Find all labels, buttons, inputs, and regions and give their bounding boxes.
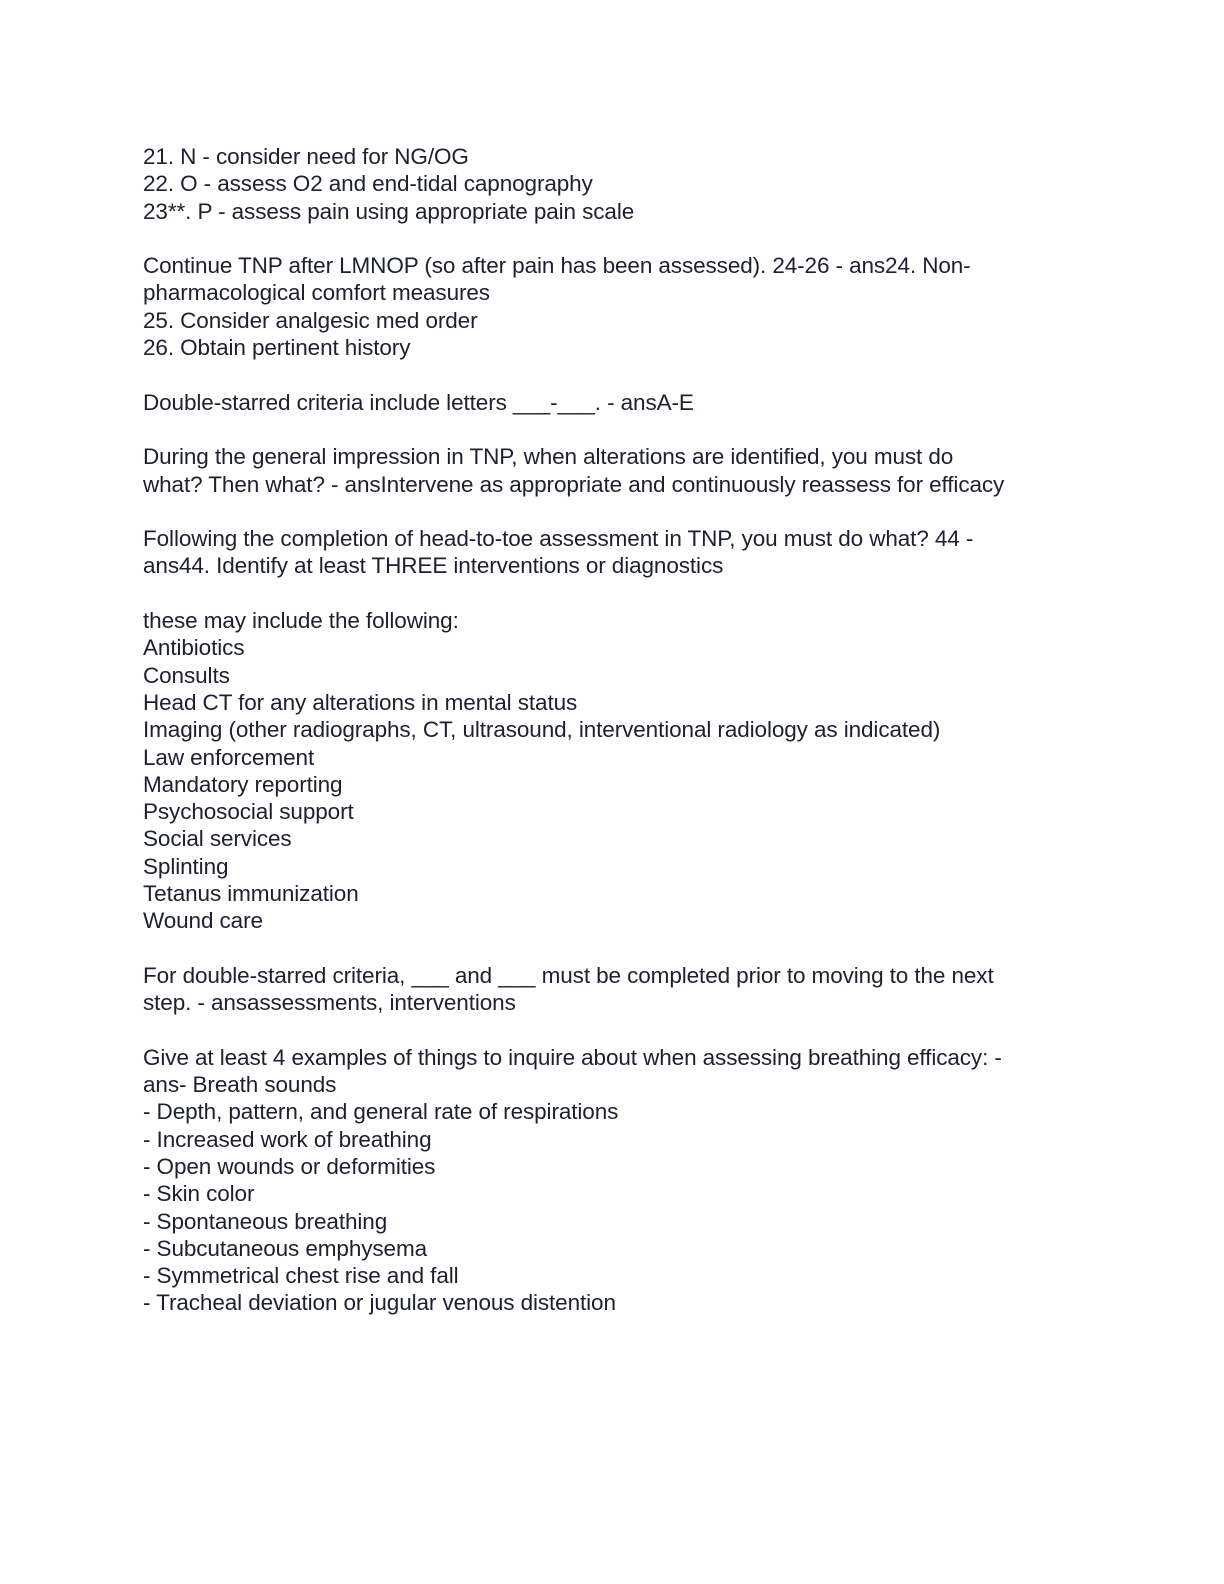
text-line: Tetanus immunization (143, 881, 359, 907)
text-line: 21. N - consider need for NG/OG (143, 144, 469, 169)
text-line: Splinting (143, 853, 229, 879)
text-line: - Subcutaneous emphysema (143, 1235, 428, 1261)
text-line: During the general impression in TNP, when alterations are identified, you must do (143, 444, 954, 470)
text-line: Mandatory reporting (143, 771, 343, 797)
text-line: 26. Obtain pertinent history (143, 335, 411, 361)
text-line: 22. O - assess O2 and end-tidal capnography (143, 171, 593, 197)
paragraph-interventions-list (143, 607, 1083, 935)
text-line: - Spontaneous breathing (143, 1208, 388, 1234)
text-line: Social services (143, 826, 292, 852)
text-line: - Depth, pattern, and general rate of respirations (143, 1099, 619, 1125)
text-line: Imaging (other radiographs, CT, ultrasound, interventional radiology as indicated) (143, 717, 941, 743)
text-line: Double-starred criteria include letters ___-___. - ansA-E (143, 389, 694, 415)
text-line: ans44. Identify at least THREE interventions or diagnostics (143, 553, 724, 579)
paragraph-continue-tnp (143, 252, 1083, 361)
text-line: these may include the following: (143, 608, 459, 634)
paragraph-head-to-toe (143, 525, 1083, 580)
paragraph-gap (143, 416, 1083, 443)
paragraph-gap (143, 1017, 1083, 1044)
text-line: Following the completion of head-to-toe assessment in TNP, you must do what? 44 - (143, 526, 974, 552)
paragraph-steps-21-23 (143, 143, 1083, 225)
text-line: Give at least 4 examples of things to inquire about when assessing breathing efficacy: - (143, 1044, 1002, 1070)
text-line: what? Then what? - ansIntervene as appropriate and continuously reassess for efficacy (143, 471, 1005, 497)
text-line: step. - ansassessments, interventions (143, 990, 516, 1016)
paragraph-gap (143, 498, 1083, 525)
text-line: - Open wounds or deformities (143, 1153, 436, 1179)
text-line: 25. Consider analgesic med order (143, 307, 478, 333)
paragraph-breathing-efficacy (143, 1044, 1083, 1317)
text-line: Continue TNP after LMNOP (so after pain has been assessed). 24-26 - ans24. Non- (143, 253, 971, 279)
text-line: For double-starred criteria, ___ and ___ must be completed prior to moving to the next (143, 962, 994, 988)
text-line: Wound care (143, 908, 263, 934)
text-line: 23**. P - assess pain using appropriate pain scale (143, 198, 635, 224)
text-line: - Increased work of breathing (143, 1126, 432, 1152)
text-line: - Symmetrical chest rise and fall (143, 1263, 459, 1289)
paragraph-double-starred-completion (143, 962, 1083, 1017)
paragraph-gap (143, 935, 1083, 962)
text-line: pharmacological comfort measures (143, 280, 490, 306)
document-body (143, 143, 1083, 1317)
paragraph-double-starred-letters (143, 389, 1083, 416)
paragraph-gap (143, 225, 1083, 252)
text-line: - Tracheal deviation or jugular venous distention (143, 1290, 616, 1316)
text-line: Law enforcement (143, 744, 315, 770)
text-line: - Skin color (143, 1181, 255, 1207)
text-line: ans- Breath sounds (143, 1072, 337, 1098)
text-line: Psychosocial support (143, 799, 354, 825)
text-line: Head CT for any alterations in mental status (143, 689, 578, 715)
text-line: Antibiotics (143, 635, 245, 661)
paragraph-gap (143, 580, 1083, 607)
text-line: Consults (143, 662, 230, 688)
paragraph-gap (143, 361, 1083, 388)
paragraph-general-impression (143, 443, 1083, 498)
